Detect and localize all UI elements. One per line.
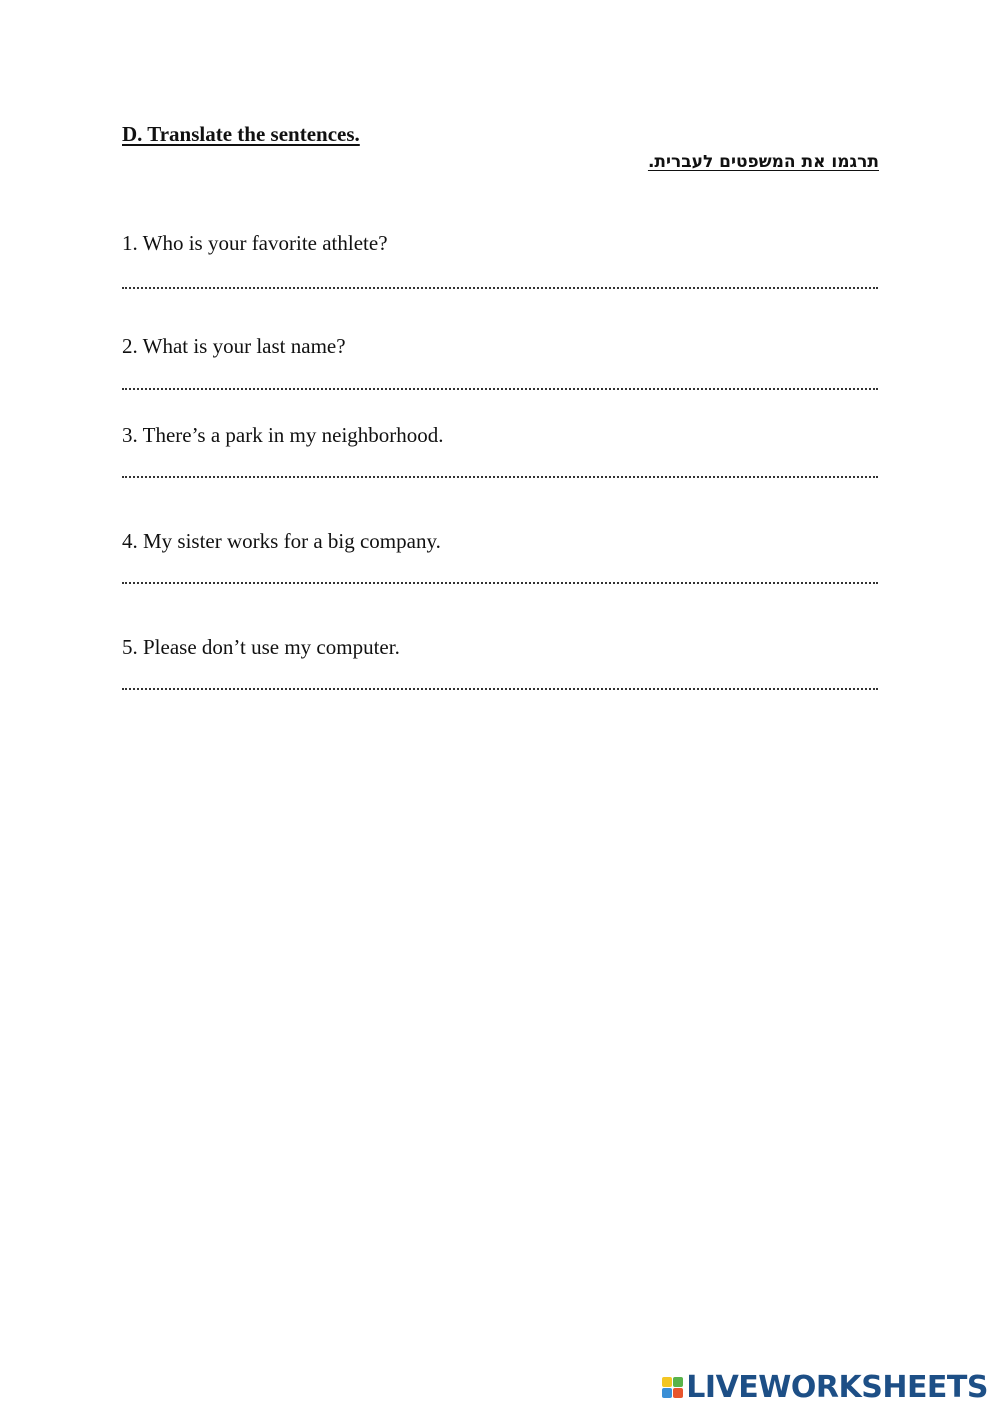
sentence-text: 2. What is your last name?: [122, 334, 346, 358]
list-item: [122, 528, 880, 554]
answer-line[interactable]: [122, 582, 878, 584]
logo-tile: [662, 1388, 672, 1398]
sentence-text: 5. Please don’t use my computer.: [122, 635, 400, 659]
list-item: [122, 333, 880, 359]
brand-name: LIVEWORKSHEETS: [686, 1370, 988, 1405]
section-heading-hebrew: תרגמו את המשפטים לעברית.: [647, 152, 879, 172]
list-item: [122, 634, 880, 660]
sentence-text: 4. My sister works for a big company.: [122, 529, 441, 553]
list-item: [122, 422, 880, 448]
sentence-text: 1. Who is your favorite athlete?: [122, 231, 388, 255]
list-item: [122, 230, 880, 256]
sentence-text: 3. There’s a park in my neighborhood.: [122, 423, 444, 447]
answer-line[interactable]: [122, 388, 878, 390]
liveworksheets-logo: [662, 1370, 988, 1405]
logo-tile: [662, 1377, 672, 1387]
answer-line[interactable]: [122, 476, 878, 478]
logo-icon: [662, 1377, 683, 1398]
answer-line[interactable]: [122, 287, 878, 289]
section-heading: D. Translate the sentences.: [122, 122, 360, 146]
answer-line[interactable]: [122, 688, 878, 690]
logo-tile: [673, 1388, 683, 1398]
logo-tile: [673, 1377, 683, 1387]
